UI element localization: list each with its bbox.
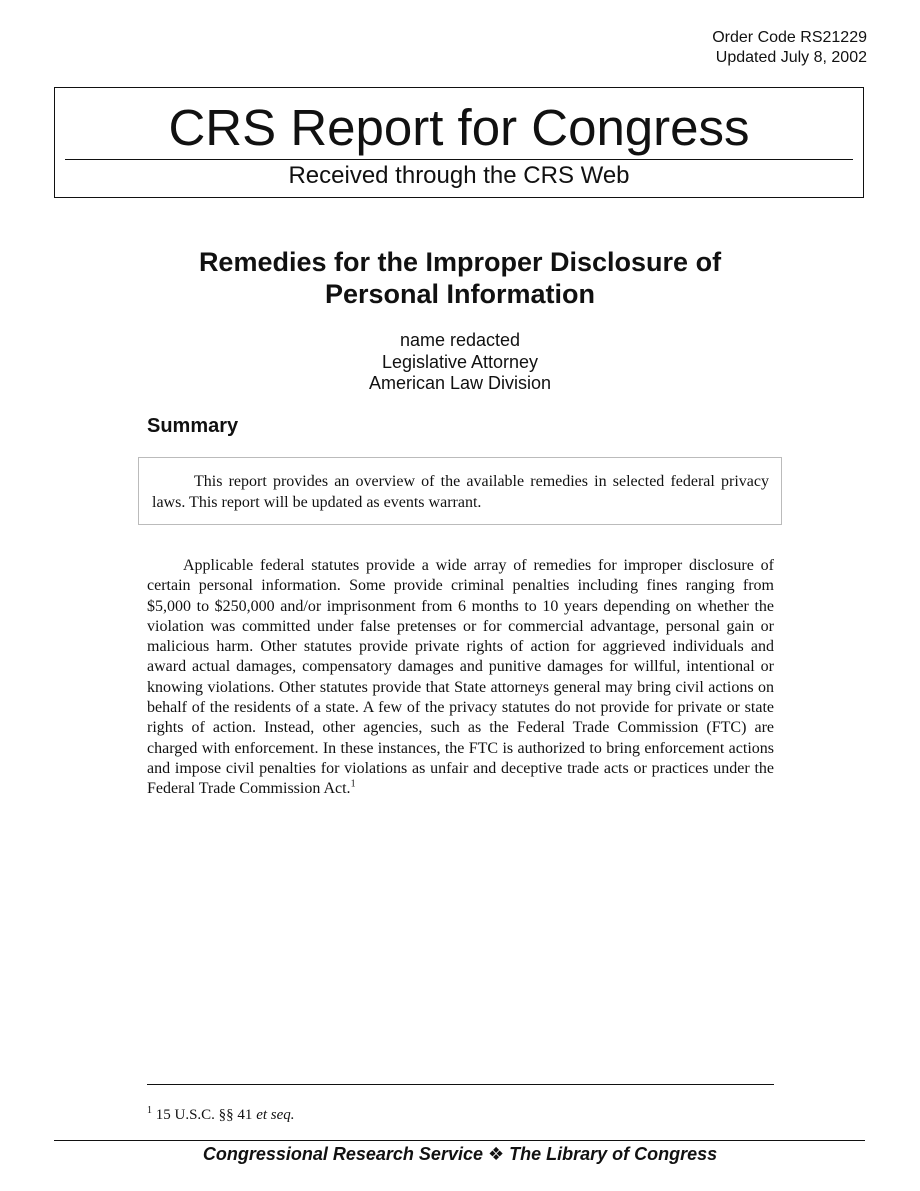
- order-info: [712, 28, 867, 68]
- masthead-rule: [65, 159, 853, 160]
- summary-text: This report provides an overview of the available remedies in selected federal privacy laws. This report will be updated as events warrant.: [152, 473, 769, 511]
- footnote-reference[interactable]: 1: [350, 778, 356, 790]
- body-paragraph: [147, 556, 774, 800]
- footnote-emphasis: et seq.: [256, 1107, 295, 1123]
- author-division: American Law Division: [368, 373, 552, 393]
- author-block: [0, 330, 920, 395]
- footnote-divider: [147, 1084, 774, 1085]
- masthead-title: CRS Report for Congress: [168, 99, 750, 156]
- author-title: Legislative Attorney: [381, 351, 539, 372]
- updated-date: Updated July 8, 2002: [715, 49, 867, 66]
- footnote-number: 1: [147, 1105, 152, 1116]
- masthead: [54, 87, 864, 198]
- footer-text: Congressional Research Service ❖ The Library of Congress: [202, 1144, 718, 1164]
- summary-box: [138, 457, 782, 525]
- order-code: Order Code RS21229: [712, 29, 867, 46]
- report-title: Remedies for the Improper Disclosure of Personal Information: [198, 247, 722, 309]
- author-name: name redacted: [399, 330, 521, 350]
- summary-heading: Summary: [147, 415, 239, 437]
- masthead-subtitle: Received through the CRS Web: [288, 162, 630, 189]
- footnote-text: 15 U.S.C. §§ 41: [155, 1107, 257, 1123]
- footnote: [147, 1105, 295, 1125]
- footer-divider: [54, 1140, 865, 1141]
- body-text: Applicable federal statutes provide a wide array of remedies for improper disclosure of certain personal information. Some provide criminal penalties including fines ranging from $5,000 to $250,000 and/or imprisonment from 6 months to 10 years depending on whether the violation was committed under false pretenses or for commercial advantage, personal gain or malicious harm. Other statutes provide private rights of action for aggrieved individuals and award actual damages, compensatory damages and punitive damages for willful, intentional or knowing violations. Other statutes provide that State attorneys general may bring civil actions on behalf of the residents of a state. A few of the privacy statutes do not provide for private or state rights of action. Instead, other agencies, such as the Federal Trade Commission (FTC) are charged with enforcement. In these instances, the FTC is authorized to bring enforcement actions and impose civil penalties for violations as unfair and deceptive trade acts or practices under the Federal Trade Commission Act.: [147, 557, 774, 798]
